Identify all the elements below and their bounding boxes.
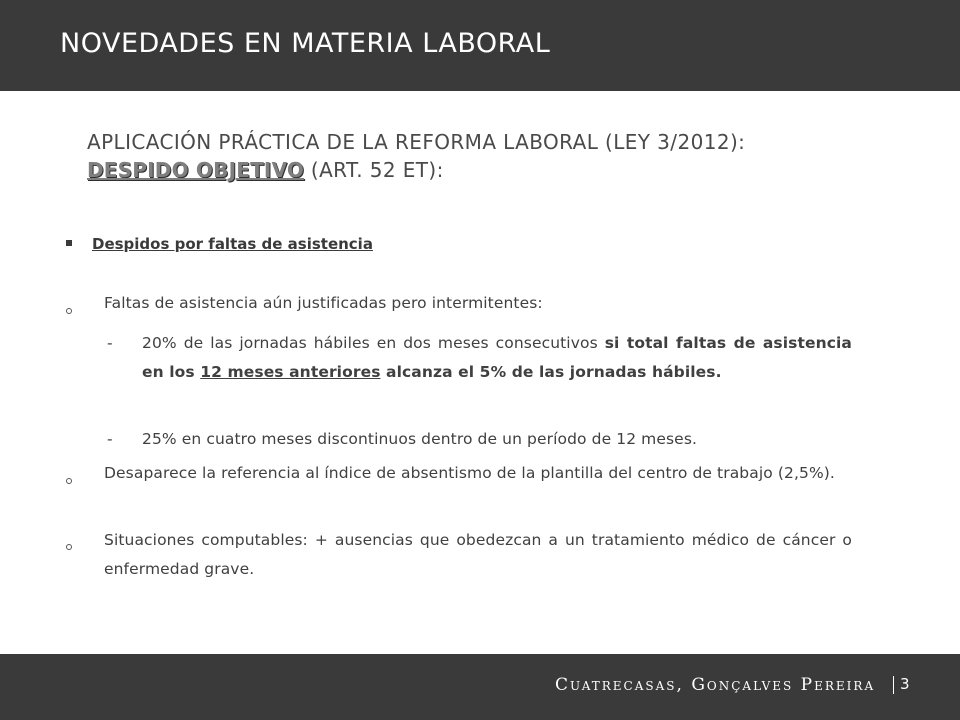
subtitle-rest: (ART. 52 ET): [304, 158, 444, 182]
dash-bullet: - [107, 430, 113, 448]
brand-logo: Cuatrecasas, Gonçalves Pereira [555, 675, 876, 695]
circle-bullet-icon [66, 308, 72, 314]
subtitle-line-2 [87, 156, 907, 184]
sub-item-1-underlined: 12 meses anteriores [200, 363, 381, 381]
sub-item-2: 25% en cuatro meses discontinuos dentro de un período de 12 meses. [142, 430, 698, 448]
header-bar [0, 0, 960, 91]
sub-item-1-bold-end: alcanza el 5% de las jornadas hábiles. [380, 363, 722, 381]
section-heading [66, 234, 373, 254]
list-item-3: Situaciones computables: + ausencias que obedezcan a un tratamiento médico de cáncer o enfermedad grave. [104, 531, 852, 578]
sub-item-1-plain: 20% de las jornadas hábiles en dos meses consecutivos [142, 334, 605, 352]
square-bullet-icon [66, 240, 72, 246]
sub-item-1-bold: si total faltas de asistencia en los [142, 334, 852, 381]
slide-title: NOVEDADES EN MATERIA LABORAL [60, 28, 551, 59]
section-heading-text: Despidos por faltas de asistencia [92, 235, 373, 253]
subtitle [87, 128, 907, 184]
subtitle-emphasis: DESPIDO OBJETIVO [87, 158, 305, 182]
list-item-2: Desaparece la referencia al índice de absentismo de la plantilla del centro de trabajo (2,5%). [104, 464, 835, 482]
list-item-1: Faltas de asistencia aún justificadas pero intermitentes: [104, 294, 543, 312]
circle-bullet-icon [66, 544, 72, 550]
circle-bullet-icon [66, 478, 72, 484]
page-number: 3 [900, 675, 910, 693]
sub-item-1 [142, 329, 852, 387]
dash-bullet: - [107, 334, 113, 352]
page-separator [893, 676, 894, 694]
subtitle-line-1: APLICACIÓN PRÁCTICA DE LA REFORMA LABORAL (LEY 3/2012): [87, 130, 746, 154]
